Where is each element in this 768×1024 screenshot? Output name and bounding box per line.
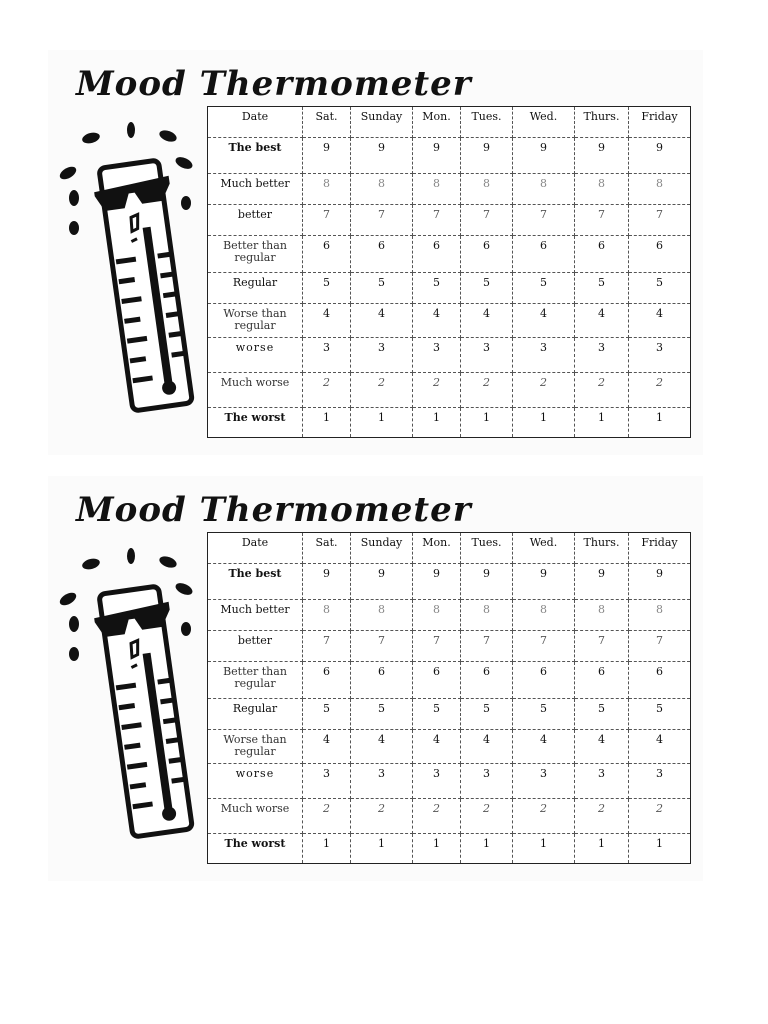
mood-cell[interactable]: 4	[303, 304, 351, 338]
mood-cell[interactable]: 2	[629, 373, 691, 408]
row-label: Regular	[208, 699, 303, 730]
mood-cell[interactable]: 2	[575, 799, 629, 834]
header-date: Date	[208, 107, 303, 138]
header-date: Date	[208, 533, 303, 564]
mood-cell[interactable]: 5	[461, 699, 513, 730]
mood-cell[interactable]: 4	[513, 730, 575, 764]
mood-cell[interactable]: 7	[629, 631, 691, 662]
mood-cell[interactable]: 7	[351, 631, 413, 662]
mood-cell[interactable]: 8	[575, 600, 629, 631]
mood-cell[interactable]: 7	[461, 205, 513, 236]
thermometer-icon	[56, 118, 206, 418]
mood-cell[interactable]: 6	[575, 662, 629, 699]
mood-cell[interactable]: 1	[413, 408, 461, 438]
header-sunday: Sunday	[351, 107, 413, 138]
mood-cell[interactable]: 6	[351, 662, 413, 699]
mood-cell[interactable]: 4	[513, 304, 575, 338]
row-label: Better than regular	[208, 236, 303, 273]
mood-cell[interactable]: 3	[303, 338, 351, 373]
row-label: Much worse	[208, 799, 303, 834]
row-label: better	[208, 205, 303, 236]
mood-cell[interactable]: 5	[513, 273, 575, 304]
mood-cell[interactable]: 2	[461, 373, 513, 408]
mood-cell[interactable]: 8	[629, 174, 691, 205]
mood-cell[interactable]: 1	[575, 834, 629, 864]
mood-cell[interactable]: 2	[303, 799, 351, 834]
mood-cell[interactable]: 4	[629, 304, 691, 338]
mood-cell[interactable]: 6	[629, 236, 691, 273]
mood-cell[interactable]: 3	[413, 338, 461, 373]
mood-cell[interactable]: 2	[461, 799, 513, 834]
mood-thermometer-panel-1	[48, 50, 703, 455]
row-label: worse	[208, 338, 303, 373]
row-label: Better than regular	[208, 662, 303, 699]
mood-cell[interactable]: 8	[629, 600, 691, 631]
mood-cell[interactable]: 2	[351, 373, 413, 408]
mood-table	[207, 532, 691, 864]
row-label: better	[208, 631, 303, 662]
mood-cell[interactable]: 8	[461, 174, 513, 205]
mood-cell[interactable]: 7	[629, 205, 691, 236]
mood-cell[interactable]: 7	[461, 631, 513, 662]
mood-cell[interactable]: 2	[303, 373, 351, 408]
mood-cell[interactable]: 6	[303, 662, 351, 699]
mood-cell[interactable]: 3	[303, 764, 351, 799]
mood-cell[interactable]: 9	[513, 138, 575, 174]
mood-cell[interactable]: 5	[351, 273, 413, 304]
row-label: The worst	[208, 834, 303, 864]
mood-cell[interactable]: 1	[575, 408, 629, 438]
mood-cell[interactable]: 5	[413, 699, 461, 730]
mood-cell[interactable]: 7	[575, 205, 629, 236]
header-thurs: Thurs.	[575, 107, 629, 138]
header-tues: Tues.	[461, 533, 513, 564]
mood-cell[interactable]: 4	[351, 730, 413, 764]
mood-cell[interactable]: 4	[413, 730, 461, 764]
mood-cell[interactable]: 3	[513, 338, 575, 373]
mood-cell[interactable]: 6	[351, 236, 413, 273]
mood-cell[interactable]: 8	[351, 600, 413, 631]
mood-cell[interactable]: 8	[513, 600, 575, 631]
mood-cell[interactable]: 5	[629, 273, 691, 304]
mood-cell[interactable]: 9	[575, 138, 629, 174]
header-mon: Mon.	[413, 533, 461, 564]
mood-cell[interactable]: 5	[629, 699, 691, 730]
mood-cell[interactable]: 8	[303, 174, 351, 205]
mood-cell[interactable]: 9	[351, 564, 413, 600]
mood-cell[interactable]: 2	[629, 799, 691, 834]
header-thurs: Thurs.	[575, 533, 629, 564]
mood-cell[interactable]: 5	[461, 273, 513, 304]
header-sat: Sat.	[303, 533, 351, 564]
mood-cell[interactable]: 2	[413, 373, 461, 408]
mood-cell[interactable]: 2	[413, 799, 461, 834]
mood-cell[interactable]: 3	[413, 764, 461, 799]
mood-cell[interactable]: 6	[413, 236, 461, 273]
mood-cell[interactable]: 7	[575, 631, 629, 662]
mood-cell[interactable]: 6	[513, 662, 575, 699]
mood-cell[interactable]: 4	[351, 304, 413, 338]
mood-cell[interactable]: 5	[575, 273, 629, 304]
mood-cell[interactable]: 8	[513, 174, 575, 205]
row-label: Worse than regular	[208, 730, 303, 764]
mood-cell[interactable]: 1	[513, 834, 575, 864]
mood-cell[interactable]: 1	[351, 408, 413, 438]
mood-cell[interactable]: 2	[513, 799, 575, 834]
header-wed: Wed.	[513, 533, 575, 564]
mood-cell[interactable]: 4	[413, 304, 461, 338]
mood-cell[interactable]: 1	[303, 408, 351, 438]
mood-cell[interactable]: 9	[461, 564, 513, 600]
mood-cell[interactable]: 7	[303, 631, 351, 662]
mood-cell[interactable]: 2	[575, 373, 629, 408]
mood-cell[interactable]: 1	[629, 834, 691, 864]
mood-cell[interactable]: 4	[575, 304, 629, 338]
mood-cell[interactable]: 9	[413, 564, 461, 600]
mood-cell[interactable]: 7	[413, 631, 461, 662]
mood-cell[interactable]: 3	[461, 338, 513, 373]
mood-cell[interactable]: 9	[303, 564, 351, 600]
mood-cell[interactable]: 2	[513, 373, 575, 408]
mood-cell[interactable]: 6	[303, 236, 351, 273]
row-label: The best	[208, 138, 303, 174]
mood-cell[interactable]: 1	[629, 408, 691, 438]
mood-cell[interactable]: 5	[575, 699, 629, 730]
thermometer-icon	[56, 544, 206, 844]
mood-cell[interactable]: 5	[303, 699, 351, 730]
header-friday: Friday	[629, 533, 691, 564]
mood-cell[interactable]: 3	[351, 338, 413, 373]
mood-cell[interactable]: 9	[461, 138, 513, 174]
mood-cell[interactable]: 6	[461, 236, 513, 273]
header-tues: Tues.	[461, 107, 513, 138]
mood-table	[207, 106, 691, 438]
mood-cell[interactable]: 7	[513, 205, 575, 236]
mood-cell[interactable]: 6	[629, 662, 691, 699]
mood-cell[interactable]: 9	[303, 138, 351, 174]
mood-cell[interactable]: 8	[413, 600, 461, 631]
mood-cell[interactable]: 9	[629, 138, 691, 174]
mood-cell[interactable]: 6	[413, 662, 461, 699]
mood-cell[interactable]: 3	[575, 764, 629, 799]
mood-cell[interactable]: 7	[303, 205, 351, 236]
mood-cell[interactable]: 2	[351, 799, 413, 834]
mood-cell[interactable]: 4	[303, 730, 351, 764]
mood-cell[interactable]: 4	[629, 730, 691, 764]
mood-cell[interactable]: 1	[351, 834, 413, 864]
mood-cell[interactable]: 8	[303, 600, 351, 631]
mood-cell[interactable]: 3	[575, 338, 629, 373]
mood-cell[interactable]: 9	[575, 564, 629, 600]
header-wed: Wed.	[513, 107, 575, 138]
page-title: Mood Thermometer	[76, 490, 472, 530]
row-label: Much worse	[208, 373, 303, 408]
mood-cell[interactable]: 3	[629, 338, 691, 373]
mood-cell[interactable]: 1	[513, 408, 575, 438]
mood-cell[interactable]: 6	[575, 236, 629, 273]
mood-cell[interactable]: 4	[575, 730, 629, 764]
header-friday: Friday	[629, 107, 691, 138]
mood-cell[interactable]: 6	[461, 662, 513, 699]
mood-cell[interactable]: 5	[413, 273, 461, 304]
page-title: Mood Thermometer	[76, 64, 472, 104]
mood-cell[interactable]: 4	[461, 304, 513, 338]
mood-cell[interactable]: 5	[351, 699, 413, 730]
row-label: The worst	[208, 408, 303, 438]
row-label: Worse than regular	[208, 304, 303, 338]
row-label: worse	[208, 764, 303, 799]
mood-cell[interactable]: 1	[461, 834, 513, 864]
mood-cell[interactable]: 1	[413, 834, 461, 864]
header-sunday: Sunday	[351, 533, 413, 564]
mood-cell[interactable]: 5	[513, 699, 575, 730]
mood-cell[interactable]: 3	[513, 764, 575, 799]
mood-cell[interactable]: 1	[303, 834, 351, 864]
mood-thermometer-panel-2	[48, 476, 703, 881]
mood-cell[interactable]: 3	[629, 764, 691, 799]
mood-cell[interactable]: 9	[351, 138, 413, 174]
mood-cell[interactable]: 8	[351, 174, 413, 205]
mood-cell[interactable]: 8	[413, 174, 461, 205]
mood-cell[interactable]: 6	[513, 236, 575, 273]
mood-cell[interactable]: 4	[461, 730, 513, 764]
mood-cell[interactable]: 7	[351, 205, 413, 236]
mood-cell[interactable]: 7	[413, 205, 461, 236]
mood-cell[interactable]: 8	[461, 600, 513, 631]
mood-cell[interactable]: 7	[513, 631, 575, 662]
mood-cell[interactable]: 3	[351, 764, 413, 799]
mood-cell[interactable]: 9	[629, 564, 691, 600]
mood-cell[interactable]: 1	[461, 408, 513, 438]
header-mon: Mon.	[413, 107, 461, 138]
mood-cell[interactable]: 9	[513, 564, 575, 600]
row-label: The best	[208, 564, 303, 600]
row-label: Regular	[208, 273, 303, 304]
row-label: Much better	[208, 174, 303, 205]
header-sat: Sat.	[303, 107, 351, 138]
mood-cell[interactable]: 5	[303, 273, 351, 304]
mood-cell[interactable]: 8	[575, 174, 629, 205]
mood-cell[interactable]: 3	[461, 764, 513, 799]
mood-cell[interactable]: 9	[413, 138, 461, 174]
row-label: Much better	[208, 600, 303, 631]
